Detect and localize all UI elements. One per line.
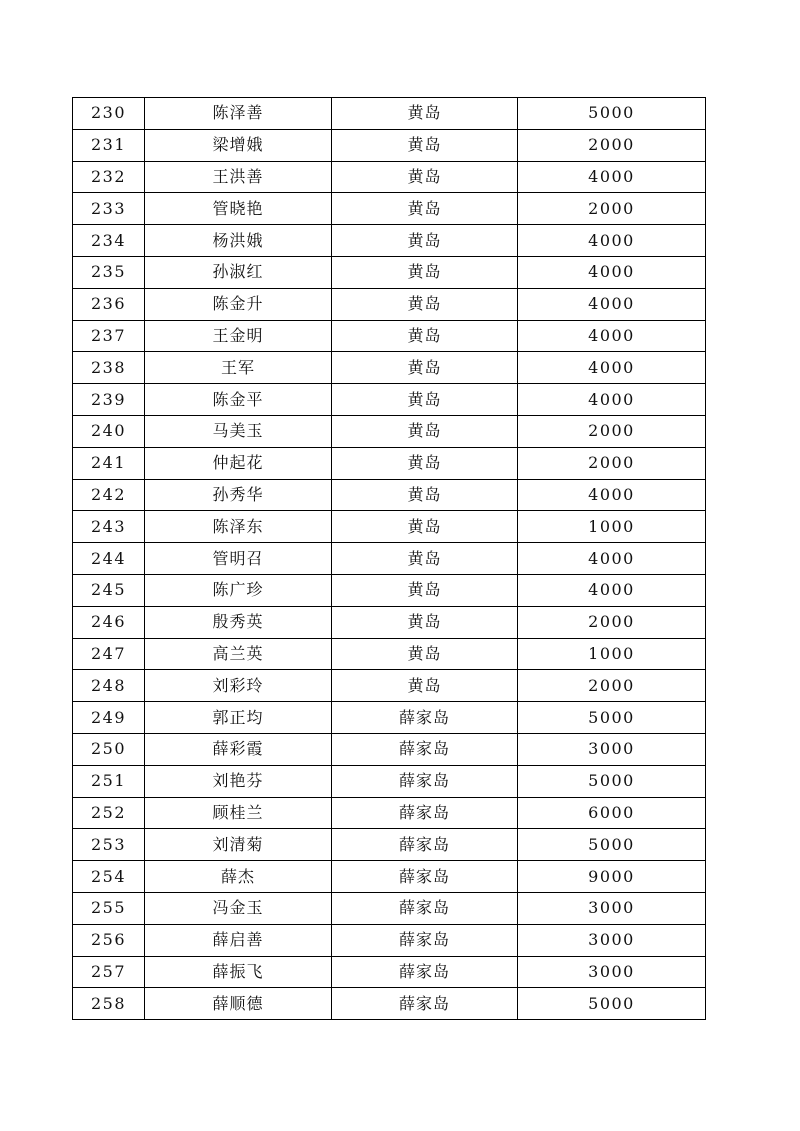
name-cell: 孙淑红 (145, 256, 332, 288)
name-cell: 马美玉 (145, 415, 332, 447)
name-cell: 王洪善 (145, 161, 332, 193)
row-number-cell: 230 (73, 98, 145, 130)
table-row (73, 543, 706, 575)
row-number-cell: 237 (73, 320, 145, 352)
amount-cell: 2000 (518, 447, 706, 479)
name-cell: 顾桂兰 (145, 797, 332, 829)
location-cell: 黄岛 (332, 98, 518, 130)
amount-cell: 2000 (518, 606, 706, 638)
table-row (73, 384, 706, 416)
amount-cell: 3000 (518, 956, 706, 988)
name-cell: 杨洪娥 (145, 225, 332, 257)
amount-cell: 1000 (518, 511, 706, 543)
amount-cell: 3000 (518, 733, 706, 765)
location-cell: 黄岛 (332, 479, 518, 511)
row-number-cell: 231 (73, 129, 145, 161)
amount-cell: 2000 (518, 193, 706, 225)
name-cell: 管明召 (145, 543, 332, 575)
table-row (73, 606, 706, 638)
name-cell: 刘彩玲 (145, 670, 332, 702)
name-cell: 陈泽善 (145, 98, 332, 130)
amount-cell: 2000 (518, 415, 706, 447)
row-number-cell: 236 (73, 288, 145, 320)
amount-cell: 3000 (518, 924, 706, 956)
amount-cell: 2000 (518, 670, 706, 702)
table-row (73, 352, 706, 384)
location-cell: 黄岛 (332, 574, 518, 606)
row-number-cell: 250 (73, 733, 145, 765)
amount-cell: 4000 (518, 320, 706, 352)
name-cell: 陈广珍 (145, 574, 332, 606)
name-cell: 薛杰 (145, 861, 332, 893)
table-row (73, 415, 706, 447)
location-cell: 薛家岛 (332, 861, 518, 893)
table-row (73, 670, 706, 702)
name-cell: 孙秀华 (145, 479, 332, 511)
table-row (73, 225, 706, 257)
row-number-cell: 232 (73, 161, 145, 193)
row-number-cell: 255 (73, 892, 145, 924)
location-cell: 薛家岛 (332, 733, 518, 765)
name-cell: 薛顺德 (145, 988, 332, 1020)
table-row (73, 829, 706, 861)
name-cell: 高兰英 (145, 638, 332, 670)
name-cell: 薛启善 (145, 924, 332, 956)
location-cell: 黄岛 (332, 511, 518, 543)
row-number-cell: 245 (73, 574, 145, 606)
name-cell: 郭正均 (145, 702, 332, 734)
amount-cell: 6000 (518, 797, 706, 829)
location-cell: 黄岛 (332, 606, 518, 638)
amount-cell: 3000 (518, 892, 706, 924)
row-number-cell: 253 (73, 829, 145, 861)
name-cell: 殷秀英 (145, 606, 332, 638)
row-number-cell: 258 (73, 988, 145, 1020)
amount-cell: 5000 (518, 702, 706, 734)
location-cell: 薛家岛 (332, 892, 518, 924)
table-row (73, 447, 706, 479)
location-cell: 黄岛 (332, 670, 518, 702)
name-cell: 管晓艳 (145, 193, 332, 225)
amount-cell: 4000 (518, 161, 706, 193)
name-cell: 冯金玉 (145, 892, 332, 924)
row-number-cell: 247 (73, 638, 145, 670)
name-cell: 刘艳芬 (145, 765, 332, 797)
table-row (73, 193, 706, 225)
row-number-cell: 248 (73, 670, 145, 702)
location-cell: 黄岛 (332, 543, 518, 575)
table-row (73, 861, 706, 893)
amount-cell: 4000 (518, 384, 706, 416)
location-cell: 薛家岛 (332, 797, 518, 829)
table-row (73, 479, 706, 511)
row-number-cell: 251 (73, 765, 145, 797)
amount-cell: 5000 (518, 829, 706, 861)
location-cell: 薛家岛 (332, 765, 518, 797)
location-cell: 黄岛 (332, 415, 518, 447)
amount-cell: 4000 (518, 479, 706, 511)
amount-cell: 5000 (518, 98, 706, 130)
name-cell: 陈泽东 (145, 511, 332, 543)
location-cell: 黄岛 (332, 288, 518, 320)
name-cell: 薛彩霞 (145, 733, 332, 765)
row-number-cell: 241 (73, 447, 145, 479)
name-cell: 仲起花 (145, 447, 332, 479)
amount-cell: 4000 (518, 225, 706, 257)
table-row (73, 638, 706, 670)
location-cell: 薛家岛 (332, 956, 518, 988)
table-row (73, 98, 706, 130)
table-row (73, 129, 706, 161)
name-cell: 陈金升 (145, 288, 332, 320)
row-number-cell: 242 (73, 479, 145, 511)
table-row (73, 288, 706, 320)
amount-cell: 1000 (518, 638, 706, 670)
row-number-cell: 238 (73, 352, 145, 384)
row-number-cell: 249 (73, 702, 145, 734)
amount-cell: 4000 (518, 352, 706, 384)
location-cell: 薛家岛 (332, 702, 518, 734)
location-cell: 黄岛 (332, 193, 518, 225)
amount-cell: 4000 (518, 256, 706, 288)
name-cell: 王军 (145, 352, 332, 384)
location-cell: 薛家岛 (332, 829, 518, 861)
table-row (73, 702, 706, 734)
data-table (72, 97, 706, 1020)
table-row (73, 892, 706, 924)
row-number-cell: 252 (73, 797, 145, 829)
row-number-cell: 257 (73, 956, 145, 988)
location-cell: 黄岛 (332, 352, 518, 384)
name-cell: 陈金平 (145, 384, 332, 416)
location-cell: 黄岛 (332, 256, 518, 288)
table-row (73, 161, 706, 193)
row-number-cell: 235 (73, 256, 145, 288)
name-cell: 刘清菊 (145, 829, 332, 861)
location-cell: 薛家岛 (332, 924, 518, 956)
table-body (73, 98, 706, 1020)
location-cell: 薛家岛 (332, 988, 518, 1020)
row-number-cell: 246 (73, 606, 145, 638)
row-number-cell: 244 (73, 543, 145, 575)
amount-cell: 9000 (518, 861, 706, 893)
table-row (73, 320, 706, 352)
location-cell: 黄岛 (332, 225, 518, 257)
name-cell: 薛振飞 (145, 956, 332, 988)
name-cell: 梁增娥 (145, 129, 332, 161)
table-row (73, 256, 706, 288)
table-row (73, 765, 706, 797)
row-number-cell: 243 (73, 511, 145, 543)
location-cell: 黄岛 (332, 447, 518, 479)
location-cell: 黄岛 (332, 161, 518, 193)
row-number-cell: 256 (73, 924, 145, 956)
name-cell: 王金明 (145, 320, 332, 352)
location-cell: 黄岛 (332, 384, 518, 416)
amount-cell: 4000 (518, 574, 706, 606)
amount-cell: 2000 (518, 129, 706, 161)
amount-cell: 4000 (518, 288, 706, 320)
location-cell: 黄岛 (332, 129, 518, 161)
row-number-cell: 239 (73, 384, 145, 416)
row-number-cell: 254 (73, 861, 145, 893)
row-number-cell: 233 (73, 193, 145, 225)
amount-cell: 5000 (518, 765, 706, 797)
row-number-cell: 240 (73, 415, 145, 447)
location-cell: 黄岛 (332, 320, 518, 352)
table-row (73, 574, 706, 606)
location-cell: 黄岛 (332, 638, 518, 670)
row-number-cell: 234 (73, 225, 145, 257)
table-row (73, 511, 706, 543)
amount-cell: 5000 (518, 988, 706, 1020)
table-row (73, 956, 706, 988)
table-row (73, 797, 706, 829)
table-row (73, 988, 706, 1020)
table-row (73, 924, 706, 956)
amount-cell: 4000 (518, 543, 706, 575)
table-row (73, 733, 706, 765)
